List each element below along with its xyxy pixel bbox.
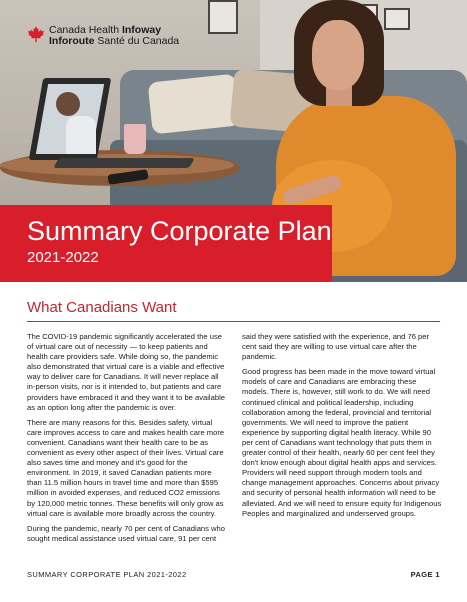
document-title: Summary Corporate Plan — [27, 216, 332, 246]
logo-french — [49, 36, 179, 47]
section-divider — [27, 321, 440, 322]
body-column-left — [27, 332, 227, 549]
paragraph: Good progress has been made in the move toward virtual models of care and Canadians are embracing these models. There is, however, still work to do. We will need continued clinical and political leadership, including collaboration among the federal, provincial and territorial governments. We will need to improve the patient experience by supporting digital health literacy. While 90 per cent of Canadians want technology that puts them in greater control of their health, nearly 60 per cent feel they don't know enough about digital health apps and services. Providers will need support through modern tools and change management approaches. Concerns about privacy and security of personal health information will need to be alleviated. And we will need to ensure equity for Indigenous Peoples and marginalized and underserved groups. — [242, 367, 442, 518]
footer-title: SUMMARY CORPORATE PLAN 2021-2022 — [27, 570, 187, 579]
paragraph: There are many reasons for this. Besides safety, virtual care improves access to care and makes health care more convenient. Canadians want their health care to be as convenient as every other aspect of their lives. Virtual care also saves time and money and it's good for the environment. In 2019, it saved Canadian patients more than 11.5 million hours in travel time and more than $595 million in avoided expenses, and reduced CO2 emissions by 120,000 metric tonnes. These benefits will only grow as virtual care is available more broadly across the country. — [27, 417, 225, 518]
paragraph: During the pandemic, nearly 70 per cent of Canadians who sought medical assistance used virtual care, 91 per cent — [27, 523, 225, 543]
logo-en-regular: Canada Health — [49, 24, 122, 36]
laptop-keyboard — [53, 158, 195, 168]
logo-fr-bold: Inforoute — [49, 35, 95, 47]
section-heading: What Canadians Want — [27, 299, 177, 316]
paragraph: The COVID-19 pandemic significantly accelerated the use of virtual care out of necessity — to keep patients and health care providers safe. While doing so, the pandemic also demonstrated that virtual care is a viable and effective way to deliver care for Canadians. It will never replace all in-person visits, nor is it intended to, but patients and care providers have embraced it and they want it to be available as an option long after the pandemic is over. — [27, 332, 225, 412]
doctor-coat — [66, 116, 96, 154]
picture-frame — [384, 8, 410, 30]
logo-en-bold: Infoway — [121, 24, 162, 36]
mug — [124, 124, 146, 154]
pillow — [148, 74, 241, 135]
paragraph: said they were satisfied with the experience, and 76 per cent said they are willing to use virtual care after the pandemic. — [242, 332, 429, 362]
picture-frame — [208, 0, 238, 34]
doctor-head — [56, 92, 80, 116]
maple-leaf-icon — [27, 25, 45, 43]
document-years: 2021-2022 — [27, 249, 99, 266]
page-number: PAGE 1 — [410, 570, 440, 579]
logo-fr-regular: Santé du Canada — [94, 35, 180, 47]
woman-face — [312, 20, 364, 90]
body-column-right — [242, 332, 444, 524]
